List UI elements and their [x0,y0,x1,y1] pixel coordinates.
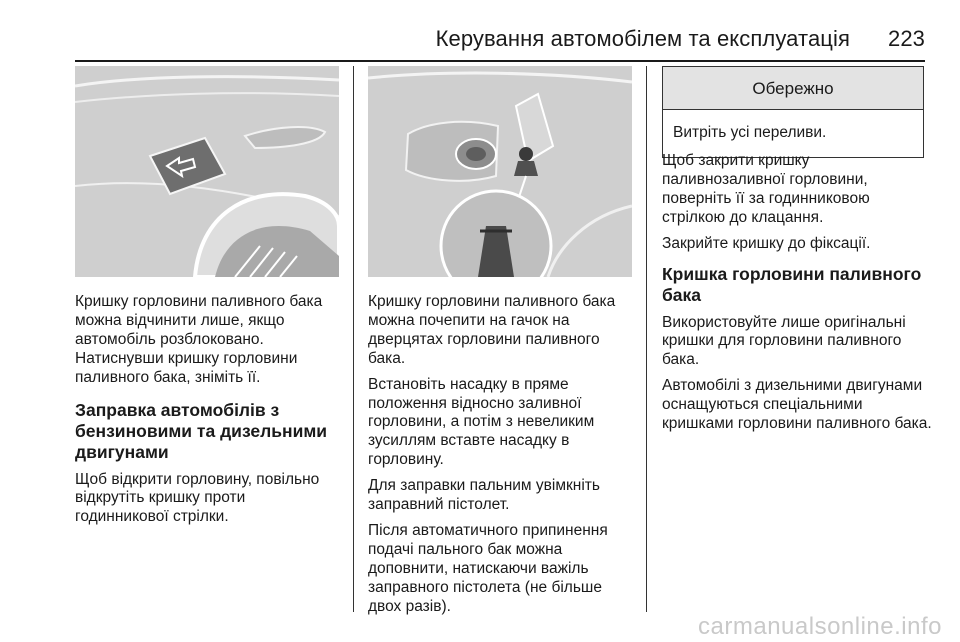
column-3 [662,152,932,441]
page-header [0,26,925,52]
column-2 [368,293,634,624]
col3-paragraph-2: Закрийте кришку до фіксації. [662,234,871,252]
col3-heading: Кришка горловини паливного бака [662,263,922,305]
header-rule [75,60,925,62]
col2-paragraph-3: Для заправки пальним увімкніть заправний пістолет. [368,477,600,514]
col3-paragraph-3: Використовуйте лише оригінальні кришки для горловини паливного бака. [662,313,906,369]
col2-paragraph-4: Після автоматичного припинення подачі пального бак можна доповнити, натискаючи важіль заправного пістолета (не більше двох разів). [368,521,608,615]
page-number: 223 [887,26,925,51]
col1-paragraph-1: Кришку горловини паливного бака можна відчинити лише, якщо автомобіль розблоковано. Натиснувши кришку горловини паливного бака, зніміть її. [75,293,323,386]
column-1 [75,293,343,534]
caution-text: Витріть усі переливи. [673,124,827,141]
section-title: Керування автомобілем та експлуатація [435,26,850,51]
fuel-door-illustration [75,66,339,277]
col2-paragraph-2: Встановіть насадку в пряме положення відносно заливної горловини, а потім з невеликим зусиллям вставте насадку в горловину. [368,375,595,469]
col3-paragraph-1: Щоб закрити кришку паливнозаливної горловини, поверніть її за годинниковою стрілкою до клацання. [662,152,870,226]
cap-on-hook-illustration [368,66,632,277]
caution-title: Обережно [663,67,923,110]
col1-heading: Заправка автомобілів з бензиновими та дизельними двигунами [75,399,328,462]
col2-paragraph-1: Кришку горловини паливного бака можна почепити на гачок на дверцятах горловини паливного бака. [368,293,616,367]
watermark: carmanualsonline.info [698,613,942,640]
col3-paragraph-4: Автомобілі з дизельними двигунами оснащуються спеціальними кришками горловини паливного бака. [662,377,932,433]
caution-box [662,66,924,158]
column-divider-2 [646,66,647,612]
col1-paragraph-2: Щоб відкрити горловину, повільно відкрутіть кришку проти годинникової стрілки. [75,470,320,526]
column-divider-1 [353,66,354,612]
